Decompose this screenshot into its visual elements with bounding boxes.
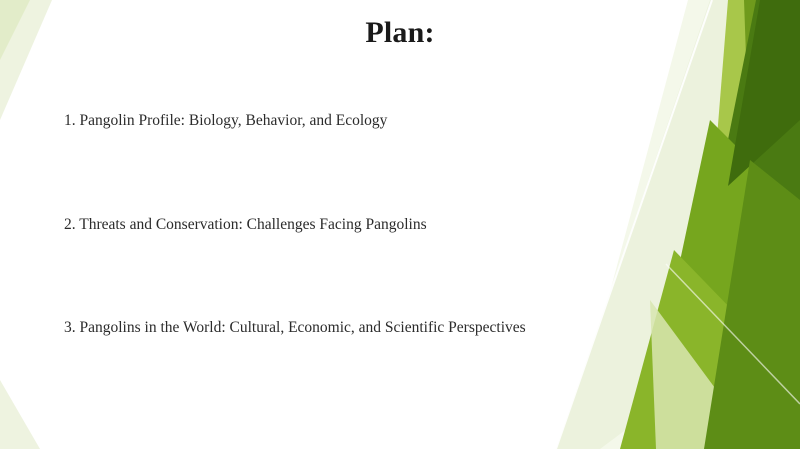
page-title: Plan: xyxy=(365,16,435,49)
agenda-list xyxy=(64,112,664,338)
list-item: 3. Pangolins in the World: Cultural, Economic, and Scientific Perspectives xyxy=(64,319,526,337)
list-item: 2. Threats and Conservation: Challenges Facing Pangolins xyxy=(64,215,427,233)
list-item: 1. Pangolin Profile: Biology, Behavior, and Ecology xyxy=(64,112,388,129)
